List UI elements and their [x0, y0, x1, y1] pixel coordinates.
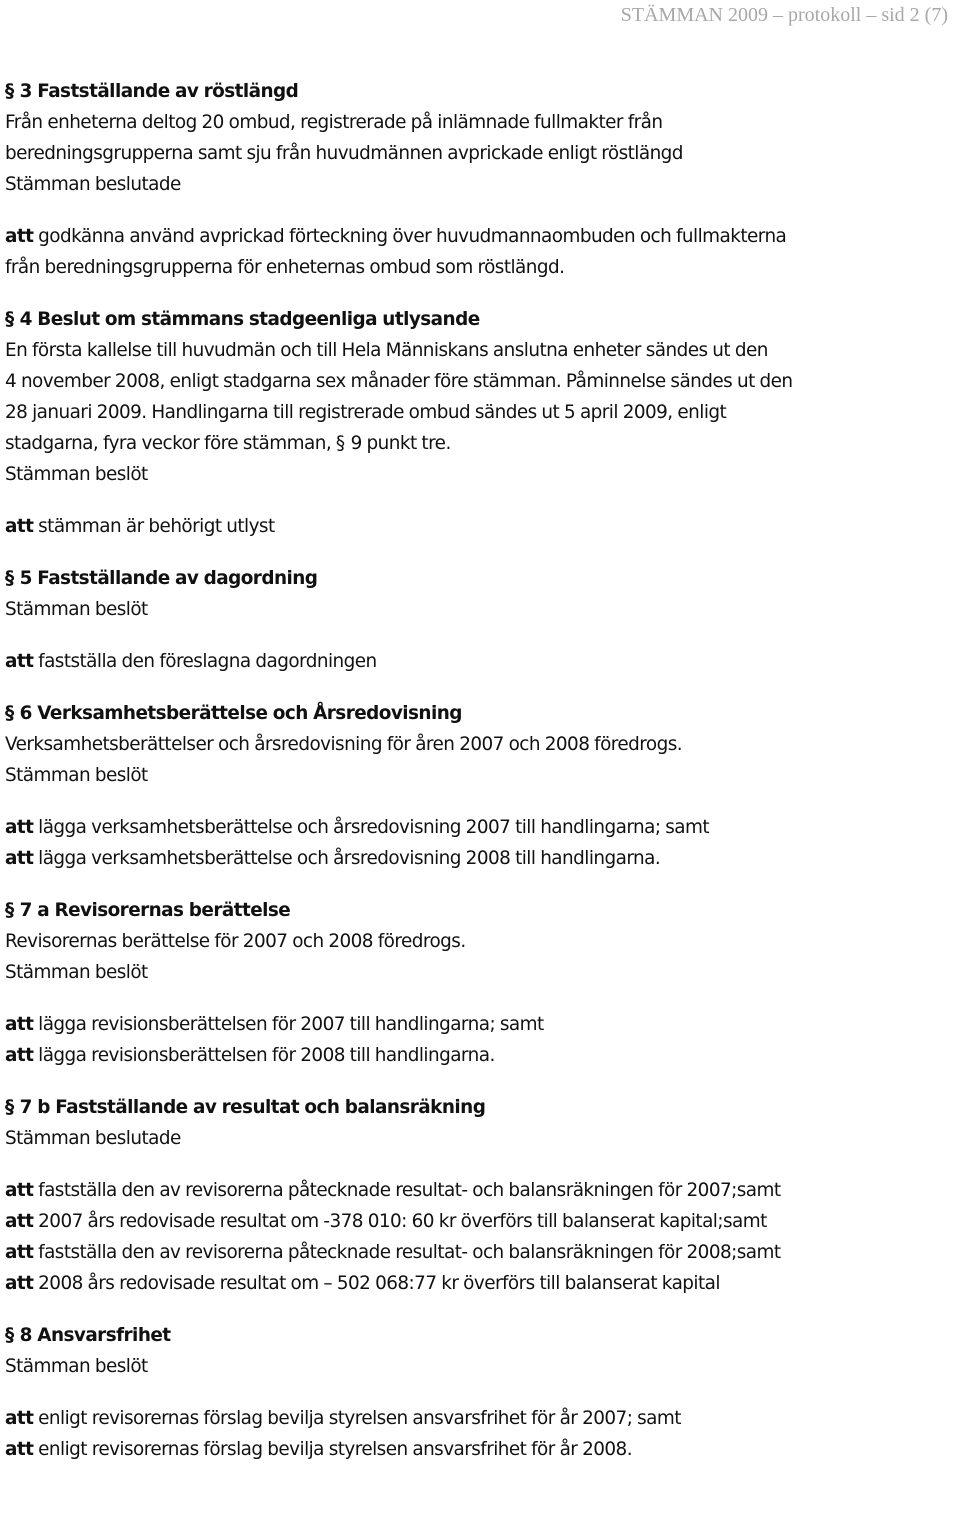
section-heading: § 7 a Revisorernas berättelse: [5, 900, 291, 921]
section-heading: § 7 b Fastställande av resultat och balansräkning: [5, 1097, 486, 1118]
section-3: [5, 76, 955, 283]
resolution: att 2007 års redovisade resultat om -378 010: 60 kr överförs till balanserat kapital;samt: [5, 1211, 767, 1232]
section-heading: § 3 Fastställande av röstlängd: [5, 81, 299, 102]
resolution: att lägga revisionsberättelsen för 2007 till handlingarna; samt: [5, 1014, 544, 1035]
section-8: [5, 1320, 955, 1465]
section-paragraph: 4 november 2008, enligt stadgarna sex månader före stämman. Påminnelse sändes ut den: [5, 371, 793, 392]
resolution: att fastställa den föreslagna dagordningen: [5, 651, 377, 672]
resolution: att lägga revisionsberättelsen för 2008 till handlingarna.: [5, 1045, 495, 1066]
section-7a: [5, 895, 955, 1071]
decision-label: Stämman beslutade: [5, 1128, 181, 1149]
resolution: att fastställa den av revisorerna påtecknade resultat- och balansräkningen för 2008;samt: [5, 1242, 781, 1263]
section-6: [5, 698, 955, 874]
section-paragraph: Verksamhetsberättelser och årsredovisning för åren 2007 och 2008 föredrogs.: [5, 734, 683, 755]
decision-label: Stämman beslöt: [5, 962, 148, 983]
resolution: att stämman är behörigt utlyst: [5, 516, 275, 537]
section-paragraph: Från enheterna deltog 20 ombud, registrerade på inlämnade fullmakter från: [5, 112, 663, 133]
section-paragraph: stadgarna, fyra veckor före stämman, § 9 punkt tre.: [5, 433, 451, 454]
resolution: att godkänna använd avprickad förteckning över huvudmannaombuden och fullmakterna: [5, 226, 787, 247]
decision-label: Stämman beslutade: [5, 174, 181, 195]
resolution: att enligt revisorernas förslag bevilja styrelsen ansvarsfrihet för år 2007; samt: [5, 1408, 681, 1429]
decision-label: Stämman beslöt: [5, 765, 148, 786]
section-heading: § 4 Beslut om stämmans stadgeenliga utlysande: [5, 309, 480, 330]
section-7b: [5, 1092, 955, 1299]
resolution: att lägga verksamhetsberättelse och årsredovisning 2007 till handlingarna; samt: [5, 817, 710, 838]
section-paragraph: 28 januari 2009. Handlingarna till registrerade ombud sändes ut 5 april 2009, enligt: [5, 402, 727, 423]
section-paragraph: Revisorernas berättelse för 2007 och 2008 föredrogs.: [5, 931, 466, 952]
decision-label: Stämman beslöt: [5, 1356, 148, 1377]
resolution: att fastställa den av revisorerna påtecknade resultat- och balansräkningen för 2007;samt: [5, 1180, 781, 1201]
section-paragraph: beredningsgrupperna samt sju från huvudmännen avprickade enligt röstlängd: [5, 143, 683, 164]
resolution: att lägga verksamhetsberättelse och årsredovisning 2008 till handlingarna.: [5, 848, 661, 869]
decision-label: Stämman beslöt: [5, 599, 148, 620]
section-paragraph: En första kallelse till huvudmän och till Hela Människans anslutna enheter sändes ut den: [5, 340, 768, 361]
resolution: att enligt revisorernas förslag bevilja styrelsen ansvarsfrihet för år 2008.: [5, 1439, 632, 1460]
section-heading: § 8 Ansvarsfrihet: [5, 1325, 171, 1346]
page-running-head: STÄMMAN 2009 – protokoll – sid 2 (7): [620, 4, 948, 26]
section-5: [5, 563, 955, 677]
resolution-continued: från beredningsgrupperna för enheternas ombud som röstlängd.: [5, 257, 565, 278]
section-heading: § 5 Fastställande av dagordning: [5, 568, 318, 589]
document-body: [5, 76, 955, 1465]
running-header: [0, 0, 948, 34]
resolution: att 2008 års redovisade resultat om – 502 068:77 kr överförs till balanserat kapital: [5, 1273, 720, 1294]
decision-label: Stämman beslöt: [5, 464, 148, 485]
section-4: [5, 304, 955, 542]
section-heading: § 6 Verksamhetsberättelse och Årsredovisning: [5, 703, 462, 724]
